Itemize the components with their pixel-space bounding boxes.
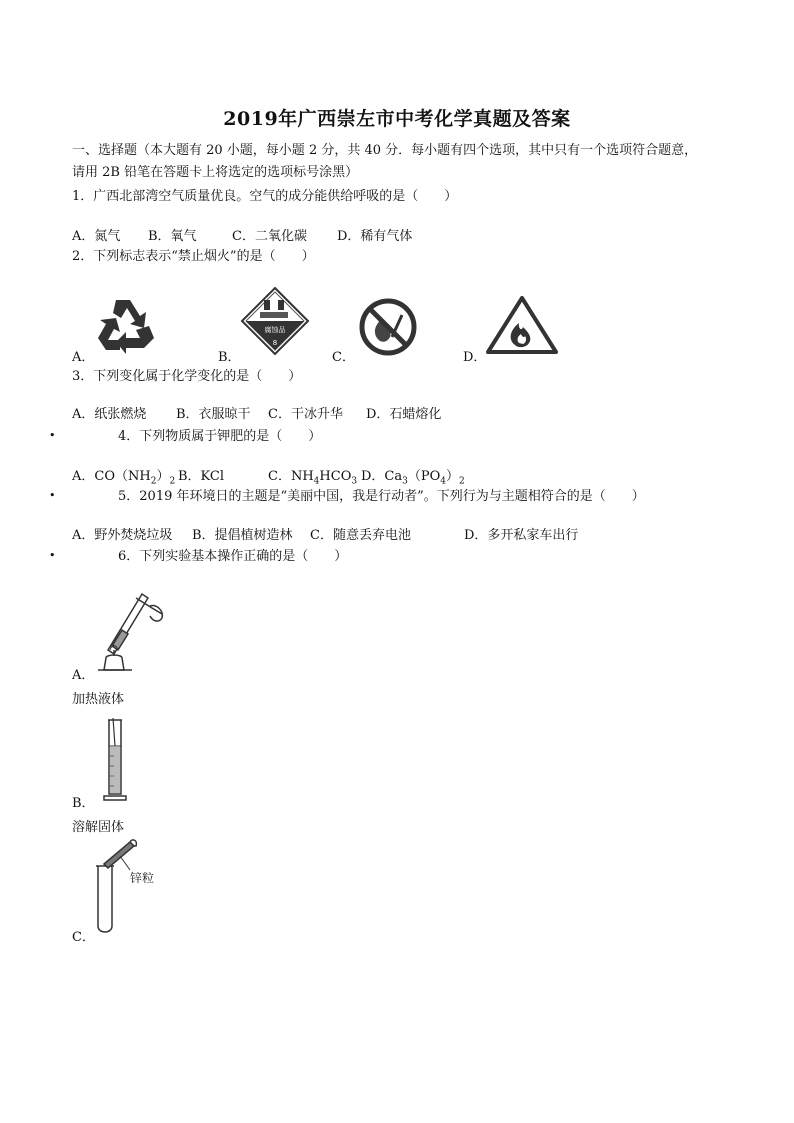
question-6-bullet: • bbox=[49, 549, 56, 562]
question-6-caption-b: 溶解固体 bbox=[72, 820, 125, 835]
question-5-option-a: A．野外焚烧垃圾 bbox=[72, 528, 173, 543]
question-6-option-a: A． bbox=[72, 668, 95, 683]
recycle-icon bbox=[94, 296, 156, 356]
question-6-stem: 6．下列实验基本操作正确的是（ ） bbox=[118, 549, 348, 564]
question-1-stem: 1．广西北部湾空气质量优良。空气的成分能供给呼吸的是（ ） bbox=[72, 189, 458, 204]
question-4-option-a: A．$CO(NH_2)_2$ bbox=[72, 469, 176, 487]
question-4-bullet: • bbox=[49, 429, 56, 442]
question-2-option-a: A． bbox=[72, 350, 95, 365]
corrosive-sign-label: 腐蚀品 bbox=[264, 326, 286, 334]
section-heading-line-2: 请用 2B 铅笔在答题卡上将选定的选项标号涂黑） bbox=[72, 165, 359, 180]
question-5-bullet: • bbox=[49, 489, 56, 502]
question-4-option-d: D．$Ca_3(PO_4)_2$ bbox=[361, 469, 465, 487]
flammable-warning-icon bbox=[485, 295, 559, 355]
question-2-option-b: B． bbox=[218, 350, 241, 365]
question-6-caption-a: 加热液体 bbox=[72, 692, 125, 707]
page-title: 2019年广西崇左市中考化学真题及答案 bbox=[223, 108, 571, 130]
heating-liquid-illustration bbox=[92, 588, 172, 672]
question-4-option-b: B．KCl bbox=[178, 469, 225, 484]
question-3-stem: 3．下列变化属于化学变化的是（ ） bbox=[72, 369, 302, 384]
corrosive-sign-class: 8 bbox=[272, 339, 278, 347]
zinc-granules-label: 锌粒 bbox=[130, 871, 155, 885]
test-tube-zinc-illustration bbox=[90, 836, 166, 936]
measuring-cylinder-illustration bbox=[98, 716, 132, 802]
question-3-option-a: A．纸张燃烧 bbox=[72, 407, 147, 422]
corrosive-sign-icon bbox=[240, 286, 310, 356]
question-5-option-b: B．提倡植树造林 bbox=[192, 528, 293, 543]
question-3-option-b: B．衣服晾干 bbox=[176, 407, 251, 422]
question-4-stem: 4．下列物质属于钾肥的是（ ） bbox=[118, 429, 322, 444]
question-1-option-c: C．二氧化碳 bbox=[232, 229, 307, 244]
question-6-option-b: B． bbox=[72, 796, 95, 811]
question-1-option-a: A．氮气 bbox=[72, 229, 121, 244]
section-heading-line-1: 一、选择题（本大题有 20 小题，每小题 2 分，共 40 分．每小题有四个选项，其中只有一个选项符合题意， bbox=[72, 143, 698, 158]
question-5-option-c: C．随意丢弃电池 bbox=[310, 528, 411, 543]
question-5-stem: 5．2019 年环境日的主题是“美丽中国，我是行动者”。下列行为与主题相符合的是（ ） bbox=[118, 489, 645, 504]
question-2-option-c: C． bbox=[332, 350, 355, 365]
question-2-stem: 2．下列标志表示“禁止烟火”的是（ ） bbox=[72, 249, 315, 264]
question-6-option-c: C． bbox=[72, 930, 95, 945]
question-1-option-d: D．稀有气体 bbox=[337, 229, 413, 244]
question-3-option-d: D．石蜡熔化 bbox=[366, 407, 442, 422]
no-fire-sign-icon bbox=[358, 297, 418, 357]
question-5-option-d: D．多开私家车出行 bbox=[464, 528, 579, 543]
question-1-option-b: B．氧气 bbox=[148, 229, 197, 244]
question-2-option-d: D． bbox=[463, 350, 487, 365]
question-4-option-c: C．$NH_4HCO_3$ bbox=[268, 469, 358, 487]
question-3-option-c: C．干冰升华 bbox=[268, 407, 343, 422]
